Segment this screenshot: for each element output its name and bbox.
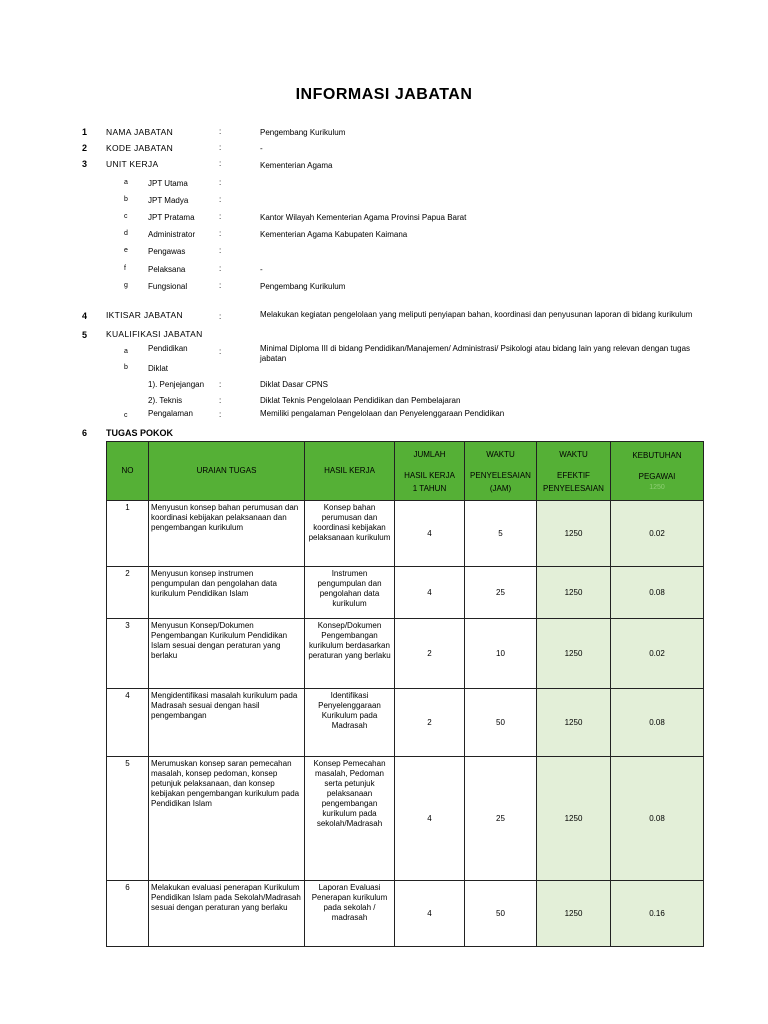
field-separator: : xyxy=(219,127,222,136)
unit-value-fungsional: Pengembang Kurikulum xyxy=(260,282,346,291)
header-kebutuhan-line-3: 1250 xyxy=(649,484,665,491)
unit-letter: b xyxy=(124,196,128,203)
unit-label-pengawas: Pengawas xyxy=(148,247,186,256)
cell-efektif: 1250 xyxy=(537,689,611,757)
page-title: INFORMASI JABATAN xyxy=(295,86,473,103)
cell-no: 5 xyxy=(107,757,149,881)
qual-value-pendidikan: Minimal Diploma III di bidang Pendidikan/Manajemen/ Administrasi/ Psikologi atau bidang lain yang relevan dengan tugas jabatan xyxy=(260,344,691,363)
unit-separator: : xyxy=(219,178,222,187)
field-no: 6 xyxy=(82,428,88,438)
cell-no: 2 xyxy=(107,567,149,619)
cell-hasil: Instrumen pengumpulan dan pengolahan data kurikulum xyxy=(305,567,395,619)
field-value-unit-kerja: Kementerian Agama xyxy=(260,161,333,170)
field-separator: : xyxy=(219,159,222,168)
qual-label-penjenjangan: 1). Penjejangan xyxy=(148,380,205,389)
unit-letter: c xyxy=(124,213,128,220)
field-no: 4 xyxy=(82,311,88,321)
qual-label-diklat: Diklat xyxy=(148,364,169,373)
unit-letter: f xyxy=(124,265,126,272)
header-waktu-penyelesaian xyxy=(465,442,537,501)
cell-jumlah: 4 xyxy=(395,757,465,881)
cell-kebutuhan: 0.16 xyxy=(611,881,704,947)
field-no: 5 xyxy=(82,330,88,340)
unit-label-jpt-pratama: JPT Pratama xyxy=(148,213,195,222)
cell-no: 1 xyxy=(107,501,149,567)
header-kebutuhan-pegawai xyxy=(611,442,704,501)
cell-jumlah: 4 xyxy=(395,501,465,567)
qual-separator: : xyxy=(219,396,222,405)
cell-waktu: 10 xyxy=(465,619,537,689)
field-label-ikhtisar: IKTISAR JABATAN xyxy=(106,310,183,320)
qual-separator: : xyxy=(219,410,222,419)
header-kebutuhan-line-1: KEBUTUHAN xyxy=(632,451,682,460)
cell-kebutuhan: 0.08 xyxy=(611,689,704,757)
qual-label-pengalaman: Pengalaman xyxy=(148,409,193,418)
header-efektif-line-3: PENYELESAIAN xyxy=(543,483,604,493)
cell-jumlah: 4 xyxy=(395,567,465,619)
qual-value-teknis: Diklat Teknis Pengelolaan Pendidikan dan Pembelajaran xyxy=(260,396,461,405)
header-no: NO xyxy=(107,442,149,501)
cell-waktu: 25 xyxy=(465,567,537,619)
header-jumlah-line-2: HASIL KERJA xyxy=(404,470,455,480)
cell-hasil: Konsep Pemecahan masalah, Pedoman serta petunjuk pelaksanaan pengembangan kurikulum pada sekolah/Madrasah xyxy=(305,757,395,881)
header-waktu-line-1: WAKTU xyxy=(486,449,515,459)
field-value-nama-jabatan: Pengembang Kurikulum xyxy=(260,128,346,137)
qual-letter: c xyxy=(124,412,128,419)
qual-letter: a xyxy=(124,348,128,355)
section-label-tugas-pokok: TUGAS POKOK xyxy=(106,428,174,438)
cell-kebutuhan: 0.08 xyxy=(611,757,704,881)
qual-value-pengalaman: Memiliki pengalaman Pengelolaan dan Penyelenggaraan Pendidikan xyxy=(260,409,505,418)
field-label-kode-jabatan: KODE JABATAN xyxy=(106,143,174,153)
field-value-kode-jabatan: - xyxy=(260,144,263,153)
cell-uraian: Menyusun konsep bahan perumusan dan koordinasi kebijakan pelaksanaan dan pengembangan kurikulum xyxy=(149,501,305,567)
header-uraian-tugas: URAIAN TUGAS xyxy=(149,442,305,501)
field-separator: : xyxy=(219,143,222,152)
unit-label-jpt-madya: JPT Madya xyxy=(148,196,189,205)
unit-value-jpt-pratama: Kantor Wilayah Kementerian Agama Provinsi Papua Barat xyxy=(260,213,467,222)
unit-separator: : xyxy=(219,264,222,273)
unit-letter: g xyxy=(124,282,128,289)
unit-separator: : xyxy=(219,212,222,221)
cell-uraian: Menyusun Konsep/Dokumen Pengembangan Kurikulum Pendidikan Islam sesuai dengan peraturan yang berlaku xyxy=(149,619,305,689)
qual-letter: b xyxy=(124,364,128,371)
unit-value-pelaksana: - xyxy=(260,265,263,274)
unit-letter: a xyxy=(124,179,128,186)
table-row xyxy=(107,619,704,689)
qual-separator: : xyxy=(219,347,222,356)
unit-label-administrator: Administrator xyxy=(148,230,196,239)
header-waktu-efektif xyxy=(537,442,611,501)
cell-waktu: 50 xyxy=(465,881,537,947)
cell-jumlah: 2 xyxy=(395,689,465,757)
header-efektif-line-2: EFEKTIF xyxy=(557,470,590,480)
cell-waktu: 25 xyxy=(465,757,537,881)
cell-no: 6 xyxy=(107,881,149,947)
header-hasil-kerja: HASIL KERJA xyxy=(305,442,395,501)
table-header-row xyxy=(107,442,704,501)
field-label-kualifikasi: KUALIFIKASI JABATAN xyxy=(106,329,203,339)
table-row xyxy=(107,881,704,947)
cell-hasil: Laporan Evaluasi Penerapan kurikulum pada sekolah / madrasah xyxy=(305,881,395,947)
qual-label-pendidikan: Pendidikan xyxy=(148,344,188,353)
table-row xyxy=(107,567,704,619)
cell-uraian: Melakukan evaluasi penerapan Kurikulum Pendidikan Islam pada Sekolah/Madrasah sesuai dengan peraturan yang berlaku xyxy=(149,881,305,947)
cell-uraian: Menyusun konsep instrumen pengumpulan dan pengolahan data kurikulum Pendidikan Islam xyxy=(149,567,305,619)
unit-separator: : xyxy=(219,195,222,204)
cell-efektif: 1250 xyxy=(537,881,611,947)
cell-jumlah: 4 xyxy=(395,881,465,947)
field-no: 3 xyxy=(82,159,88,169)
table-row xyxy=(107,689,704,757)
cell-kebutuhan: 0.02 xyxy=(611,501,704,567)
cell-no: 3 xyxy=(107,619,149,689)
cell-kebutuhan: 0.02 xyxy=(611,619,704,689)
cell-efektif: 1250 xyxy=(537,619,611,689)
field-no: 2 xyxy=(82,143,88,153)
table-row xyxy=(107,501,704,567)
field-separator: : xyxy=(219,312,222,321)
unit-separator: : xyxy=(219,281,222,290)
cell-jumlah: 2 xyxy=(395,619,465,689)
cell-hasil: Konsep bahan perumusan dan koordinasi kebijakan pelaksanaan kurikulum xyxy=(305,501,395,567)
header-efektif-line-1: WAKTU xyxy=(559,449,588,459)
unit-label-jpt-utama: JPT Utama xyxy=(148,179,188,188)
qual-value-penjenjangan: Diklat Dasar CPNS xyxy=(260,380,329,389)
field-label-unit-kerja: UNIT KERJA xyxy=(106,159,159,169)
cell-uraian: Mengidentifikasi masalah kurikulum pada Madrasah sesuai dengan hasil pengembangan xyxy=(149,689,305,757)
cell-hasil: Identifikasi Penyelenggaraan Kurikulum pada Madrasah xyxy=(305,689,395,757)
cell-efektif: 1250 xyxy=(537,567,611,619)
field-no: 1 xyxy=(82,127,88,137)
unit-letter: e xyxy=(124,247,128,254)
cell-hasil: Konsep/Dokumen Pengembangan kurikulum berdasarkan peraturan yang berlaku xyxy=(305,619,395,689)
cell-efektif: 1250 xyxy=(537,757,611,881)
header-jumlah xyxy=(395,442,465,501)
tugas-pokok-table xyxy=(106,441,704,947)
cell-no: 4 xyxy=(107,689,149,757)
header-kebutuhan-line-2: PEGAWAI xyxy=(638,472,676,481)
cell-efektif: 1250 xyxy=(537,501,611,567)
qual-label-teknis: 2). Teknis xyxy=(148,396,183,405)
cell-kebutuhan: 0.08 xyxy=(611,567,704,619)
cell-waktu: 5 xyxy=(465,501,537,567)
table-row xyxy=(107,757,704,881)
cell-waktu: 50 xyxy=(465,689,537,757)
cell-uraian: Merumuskan konsep saran pemecahan masalah, konsep pedoman, konsep petunjuk pelaksanaan, dan konsep kebijakan pengembangan kurikulum pada Pendidikan Islam xyxy=(149,757,305,881)
unit-label-fungsional: Fungsional xyxy=(148,282,188,291)
unit-separator: : xyxy=(219,229,222,238)
field-label-nama-jabatan: NAMA JABATAN xyxy=(106,127,174,137)
unit-separator: : xyxy=(219,246,222,255)
header-jumlah-line-3: 1 TAHUN xyxy=(412,483,447,493)
unit-label-pelaksana: Pelaksana xyxy=(148,265,186,274)
header-waktu-line-3: (JAM) xyxy=(489,483,512,493)
header-waktu-line-2: PENYELESAIAN xyxy=(470,470,531,480)
qual-separator: : xyxy=(219,380,222,389)
field-value-ikhtisar: Melakukan kegiatan pengelolaan yang meliputi penyiapan bahan, koordinasi dan penyusunan laporan di bidang kurikulum xyxy=(260,310,693,319)
unit-value-administrator: Kementerian Agama Kabupaten Kaimana xyxy=(260,230,408,239)
header-jumlah-line-1: JUMLAH xyxy=(413,449,446,459)
unit-letter: d xyxy=(124,230,128,237)
